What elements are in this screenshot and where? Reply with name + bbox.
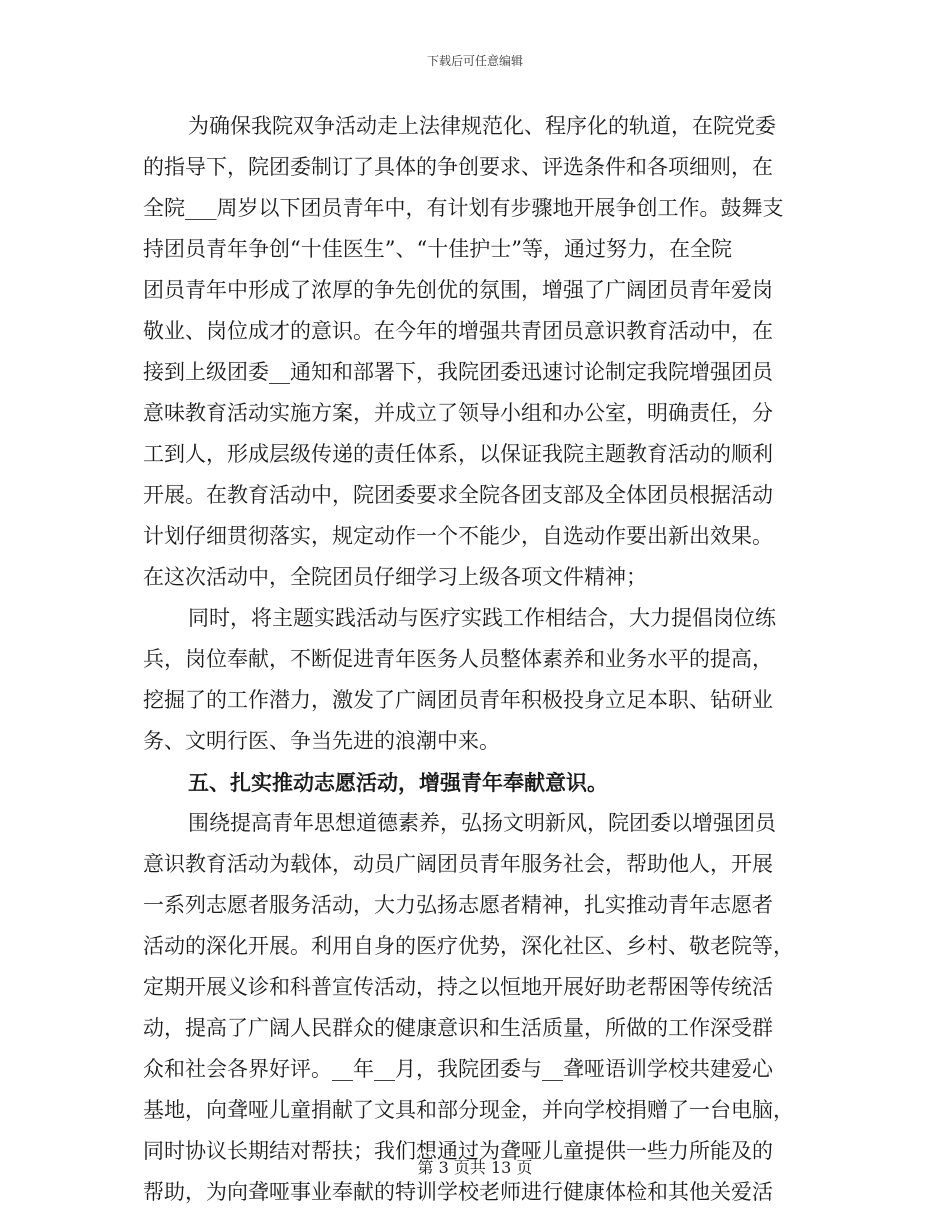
text-line: 持团员青年争创“十佳医生”、“十佳护士”等，通过努力，在全院: [143, 237, 732, 261]
text-line: 基地，向聋哑儿童捐献了文具和部分现金，并向学校捐赠了一台电脑，: [143, 1098, 794, 1122]
text-line: 动，提高了广阔人民群众的健康意识和生活质量，所做的工作深受群: [143, 1016, 773, 1040]
section-heading: 五、扎实推动志愿活动，增强青年奉献意识。: [188, 770, 608, 795]
page-number-footer: 第 3 页共 13 页: [417, 1158, 533, 1177]
text-line: 在这次活动中，全院团员仔细学习上级各项文件精神；: [143, 565, 647, 589]
text-line: 计划仔细贯彻落实，规定动作一个不能少，自选动作要出新出效果。: [143, 524, 773, 548]
text-line: 的指导下，院团委制订了具体的争创要求、评选条件和各项细则，在: [143, 155, 773, 179]
text-line: 一系列志愿者服务活动，大力弘扬志愿者精神，扎实推动青年志愿者: [143, 893, 773, 917]
text-line: 为确保我院双争活动走上法律规范化、程序化的轨道，在院党委: [188, 114, 776, 138]
text-line: 团员青年中形成了浓厚的争先创优的氛围，增强了广阔团员青年爱岗: [143, 278, 773, 302]
page-header: 下载后可任意编辑: [426, 54, 523, 68]
text-line: 开展。在教育活动中，院团委要求全院各团支部及全体团员根据活动: [143, 483, 773, 507]
text-line: 同时，将主题实践活动与医疗实践工作相结合，大力提倡岗位练: [188, 606, 776, 630]
text-line: 全院___周岁以下团员青年中，有计划有步骤地开展争创工作。鼓舞支: [143, 196, 784, 220]
text-line: 帮助，为向聋哑事业奉献的特训学校老师进行健康体检和其他关爱活: [143, 1180, 773, 1204]
text-line: 兵，岗位奉献，不断促进青年医务人员整体素养和业务水平的提高，: [143, 647, 773, 671]
text-line: 意识教育活动为载体，动员广阔团员青年服务社会，帮助他人，开展: [143, 852, 773, 876]
text-line: 活动的深化开展。利用自身的医疗优势，深化社区、乡村、敬老院等，: [143, 934, 794, 958]
text-line: 工到人，形成层级传递的责任体系，以保证我院主题教育活动的顺利: [143, 442, 773, 466]
text-line: 定期开展义诊和科普宣传活动，持之以恒地开展好助老帮困等传统活: [143, 975, 773, 999]
text-line: 挖掘了的工作潜力，激发了广阔团员青年积极投身立足本职、钻研业: [143, 688, 773, 712]
text-line: 同时协议长期结对帮扶；我们想通过为聋哑儿童提供一些力所能及的: [143, 1139, 773, 1163]
text-line: 众和社会各界好评。__年__月，我院团委与__聋哑语训学校共建爱心: [143, 1057, 773, 1081]
document-body: [143, 106, 803, 1213]
text-line: 意味教育活动实施方案，并成立了领导小组和办公室，明确责任，分: [143, 401, 773, 425]
text-line: 敬业、岗位成才的意识。在今年的增强共青团员意识教育活动中，在: [143, 319, 773, 343]
text-line: 接到上级团委__通知和部署下，我院团委迅速讨论制定我院增强团员: [143, 360, 773, 384]
text-line: 围绕提高青年思想道德素养，弘扬文明新风，院团委以增强团员: [188, 811, 776, 835]
text-line: 务、文明行医、争当先进的浪潮中来。: [143, 729, 500, 753]
